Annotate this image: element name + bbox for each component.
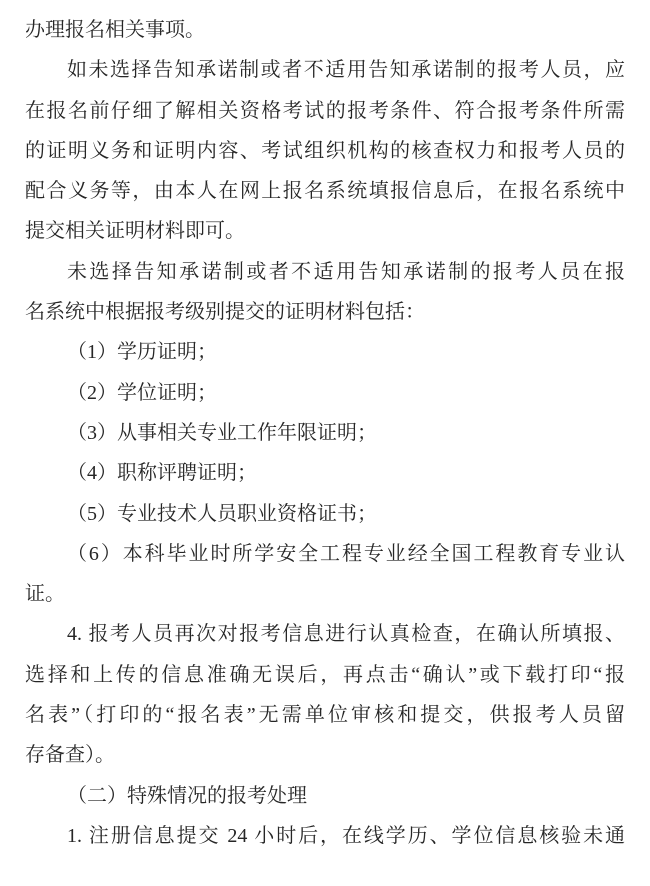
text-line: 名表”（打印的“报名表”无需单位审核和提交，供报考人员留	[25, 704, 625, 727]
text-line: 名系统中根据报考级别提交的证明材料包括：	[25, 301, 425, 324]
text-line: （4）职称评聘证明；	[67, 462, 257, 485]
text-line: （1）学历证明；	[67, 341, 217, 364]
text-line: （2）学位证明；	[67, 381, 217, 404]
text-line: 提交相关证明材料即可。	[25, 220, 245, 243]
text-line: 配合义务等，由本人在网上报名系统填报信息后，在报名系统中	[25, 180, 625, 203]
text-line: （6）本科毕业时所学安全工程专业经全国工程教育专业认	[67, 542, 625, 565]
text-line: 未选择告知承诺制或者不适用告知承诺制的报考人员在报	[67, 260, 625, 283]
text-line: （5）专业技术人员职业资格证书；	[67, 502, 377, 525]
text-line: 选择和上传的信息准确无误后，再点击“确认”或下载打印“报	[25, 663, 625, 686]
text-line: 证。	[25, 583, 65, 606]
text-line: 存备查）。	[25, 744, 115, 767]
text-line: （二）特殊情况的报考处理	[67, 784, 307, 807]
text-line: 1. 注册信息提交 24 小时后，在线学历、学位信息核验未通	[67, 824, 625, 847]
text-line: （3）从事相关专业工作年限证明；	[67, 421, 377, 444]
text-line: 在报名前仔细了解相关资格考试的报考条件、符合报考条件所需	[25, 99, 625, 122]
text-line: 如未选择告知承诺制或者不适用告知承诺制的报考人员，应	[67, 59, 625, 82]
text-line: 的证明义务和证明内容、考试组织机构的核查权力和报考人员的	[25, 139, 625, 162]
text-line: 4. 报考人员再次对报考信息进行认真检查，在确认所填报、	[67, 623, 625, 646]
text-line: 办理报名相关事项。	[25, 19, 205, 41]
